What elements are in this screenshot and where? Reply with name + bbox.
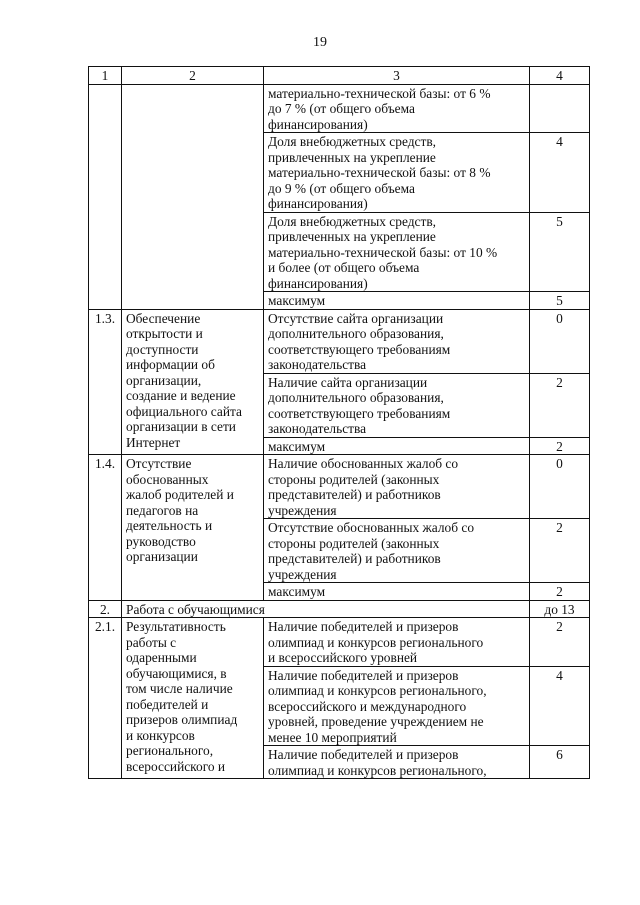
table-row (89, 455, 590, 519)
column-header-3: 3 (264, 67, 530, 85)
column-header-1: 1 (89, 67, 122, 85)
criterion-cell: Результативность работы с одаренными обучающимися, в том числе наличие победителей и призеров олимпиад и конкурсов регионального, всероссийского и (122, 618, 264, 779)
table-header-row (89, 67, 590, 85)
score-cell: 2 (530, 519, 590, 583)
indicator-cell: Наличие обоснованных жалоб со стороны родителей (законных представителей) и работников учреждения (264, 455, 530, 519)
maximum-score-cell: 5 (530, 292, 590, 310)
maximum-label-cell: максимум (264, 292, 530, 310)
table-row (89, 618, 590, 667)
section-row (89, 600, 590, 618)
indicator-cell: Наличие сайта организации дополнительного образования, соответствующего требованиям законодательства (264, 373, 530, 437)
score-cell: 6 (530, 746, 590, 779)
criterion-cell: Отсутствие обоснованных жалоб родителей и педагогов на деятельность и руководство организации (122, 455, 264, 601)
maximum-label-cell: максимум (264, 583, 530, 601)
row-number-cell: 2.1. (89, 618, 122, 779)
indicator-cell: Отсутствие обоснованных жалоб со стороны родителей (законных представителей) и работников учреждения (264, 519, 530, 583)
row-number-cell: 1.4. (89, 455, 122, 601)
indicator-cell: Наличие победителей и призеров олимпиад и конкурсов регионального, (264, 746, 530, 779)
indicator-cell: Доля внебюджетных средств, привлеченных на укрепление материально-технической базы: от 10 % и более (от общего объема финансирования) (264, 212, 530, 292)
row-number-cell (89, 84, 122, 309)
score-cell: 0 (530, 455, 590, 519)
score-cell (530, 84, 590, 133)
table-row (89, 84, 590, 133)
column-header-2: 2 (122, 67, 264, 85)
section-score-cell: до 13 (530, 600, 590, 618)
score-cell: 2 (530, 618, 590, 667)
indicator-cell: материально-технической базы: от 6 % до 7 % (от общего объема финансирования) (264, 84, 530, 133)
score-cell: 5 (530, 212, 590, 292)
indicator-cell: Доля внебюджетных средств, привлеченных на укрепление материально-технической базы: от 8 % до 9 % (от общего объема финансирования) (264, 133, 530, 213)
indicator-cell: Наличие победителей и призеров олимпиад и конкурсов регионального, всероссийского и международного уровней, проведение учреждением не менее 10 мероприятий (264, 666, 530, 746)
column-header-4: 4 (530, 67, 590, 85)
table-row (89, 309, 590, 373)
score-cell: 2 (530, 373, 590, 437)
criterion-cell: Обеспечение открытости и доступности информации об организации, создание и ведение официального сайта организации в сети Интернет (122, 309, 264, 455)
row-number-cell: 1.3. (89, 309, 122, 455)
criterion-cell (122, 84, 264, 309)
score-cell: 4 (530, 133, 590, 213)
maximum-score-cell: 2 (530, 437, 590, 455)
maximum-label-cell: максимум (264, 437, 530, 455)
score-cell: 0 (530, 309, 590, 373)
page-number: 19 (313, 35, 327, 50)
score-cell: 4 (530, 666, 590, 746)
section-title-cell: Работа с обучающимися (122, 600, 530, 618)
section-number-cell: 2. (89, 600, 122, 618)
criteria-table (88, 66, 590, 779)
indicator-cell: Наличие победителей и призеров олимпиад и конкурсов регионального и всероссийского уровней (264, 618, 530, 667)
indicator-cell: Отсутствие сайта организации дополнительного образования, соответствующего требованиям законодательства (264, 309, 530, 373)
maximum-score-cell: 2 (530, 583, 590, 601)
